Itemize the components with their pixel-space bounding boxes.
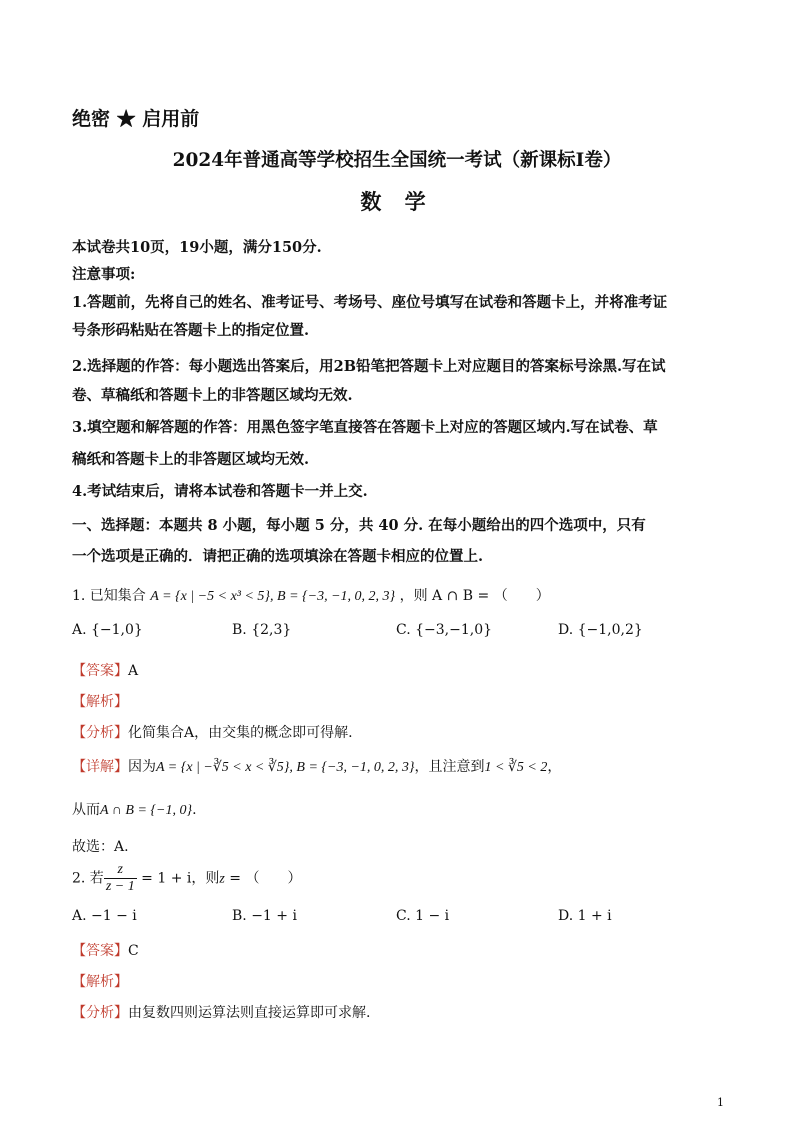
section-heading-line1: 一、选择题：本题共 8 小题，每小题 5 分，共 40 分. 在每小题给出的四个选项中，只有 [72, 517, 646, 534]
notice-item-2b: 卷、草稿纸和答题卡上的非答题区域均无效. [72, 387, 353, 404]
q2-option-b: B. −1 + i [232, 908, 297, 924]
q2-option-c: C. 1 − i [396, 908, 450, 924]
q2-fenxi-tag: 【分析】 [72, 1005, 128, 1021]
q1-detail-mid: ，且注意到 [414, 759, 485, 775]
q1-detail [72, 756, 561, 776]
q1-conclusion-end: . [192, 802, 197, 818]
section-heading-line2: 一个选项是正确的．请把正确的选项填涂在答题卡相应的位置上. [72, 548, 484, 565]
q1-fenxi [72, 722, 353, 742]
exam-title: 2024年普通高等学校招生全国统一考试（新课标I卷） [172, 150, 622, 171]
q1-detail-math2: 1 < ∛5 < 2 [484, 760, 548, 775]
q1-math: A = {x | −5 < x³ < 5}, B = {−3, −1, 0, 2, 3} [150, 589, 396, 604]
page-number: 1 [717, 1096, 724, 1109]
q2-answer-value: C [128, 943, 139, 959]
q2-frac-num: z [104, 862, 137, 879]
secret-mark: 绝密 ★ 启用前 [72, 108, 200, 130]
q1-detail-prefix: 因为 [128, 759, 156, 775]
q1-detail-tag: 【详解】 [72, 759, 128, 775]
notice-item-2a: 2.选择题的作答：每小题选出答案后，用2B铅笔把答题卡上对应题目的答案标号涂黑.写在试 [72, 358, 666, 375]
notice-item-1b: 号条形码粘贴在答题卡上的指定位置. [72, 322, 310, 339]
q2-answer-tag: 【答案】 [72, 943, 128, 959]
q1-suffix: ，则 A ∩ B = （ ） [399, 588, 550, 604]
q1-answer [72, 660, 138, 680]
q1-choice: 故选：A. [72, 839, 129, 855]
q2-mid: = 1 + i，则 [136, 870, 220, 887]
exam-summary: 本试卷共10页，19小题，满分150分. [72, 239, 322, 256]
notice-item-4: 4.考试结束后，请将本试卷和答题卡一并上交. [72, 483, 368, 500]
q2-fenxi-text: 由复数四则运算法则直接运算即可求解. [128, 1005, 371, 1021]
q1-fenxi-text: 化简集合A，由交集的概念即可得解. [128, 725, 353, 741]
q1-detail-math: A = {x | −∛5 < x < ∛5}, B = {−3, −1, 0, 2, 3} [156, 760, 415, 775]
q2-fenxi [72, 1002, 370, 1022]
q2-option-a: A. −1 − i [72, 908, 137, 924]
q2-fraction [104, 862, 137, 895]
q2-prefix: 2. 若 [72, 870, 104, 887]
q2-frac-den: z − 1 [105, 879, 135, 894]
q1-detail-end: ， [547, 759, 562, 775]
q1-option-c: C. {−3,−1,0} [396, 622, 493, 638]
q1-fenxi-tag: 【分析】 [72, 725, 128, 741]
q1-analysis [72, 691, 128, 711]
q2-suffix: = （ ） [224, 870, 302, 887]
q1-conclusion-math: A ∩ B = {−1, 0} [100, 803, 193, 818]
q1-answer-value: A [128, 663, 139, 679]
q1-conclusion-prefix: 从而 [72, 802, 100, 818]
q2-analysis [72, 971, 128, 991]
notice-heading: 注意事项: [72, 266, 136, 283]
notice-item-1a: 1.答题前，先将自己的姓名、准考证号、考场号、座位号填写在试卷和答题卡上，并将准考证 [72, 294, 668, 311]
q2-option-d: D. 1 + i [558, 908, 612, 924]
q1-option-d: D. {−1,0,2} [558, 622, 643, 638]
q1-conclusion [72, 799, 197, 819]
q1-option-b: B. {2,3} [232, 622, 292, 638]
q1-answer-tag: 【答案】 [72, 663, 128, 679]
q2-answer [72, 940, 139, 960]
question-2-stem [72, 862, 301, 895]
q1-analysis-tag: 【解析】 [72, 694, 128, 710]
subject-title: 数 学 [360, 189, 434, 214]
question-1-stem [72, 585, 550, 605]
notice-item-3a: 3.填空题和解答题的作答：用黑色签字笔直接答在答题卡上对应的答题区域内.写在试卷、草 [72, 419, 658, 436]
notice-item-3b: 稿纸和答题卡上的非答题区域均无效. [72, 451, 310, 468]
q1-prefix: 1. 已知集合 [72, 588, 146, 604]
q2-math: z [219, 871, 225, 887]
q2-analysis-tag: 【解析】 [72, 974, 128, 990]
q1-option-a: A. {−1,0} [72, 622, 143, 638]
